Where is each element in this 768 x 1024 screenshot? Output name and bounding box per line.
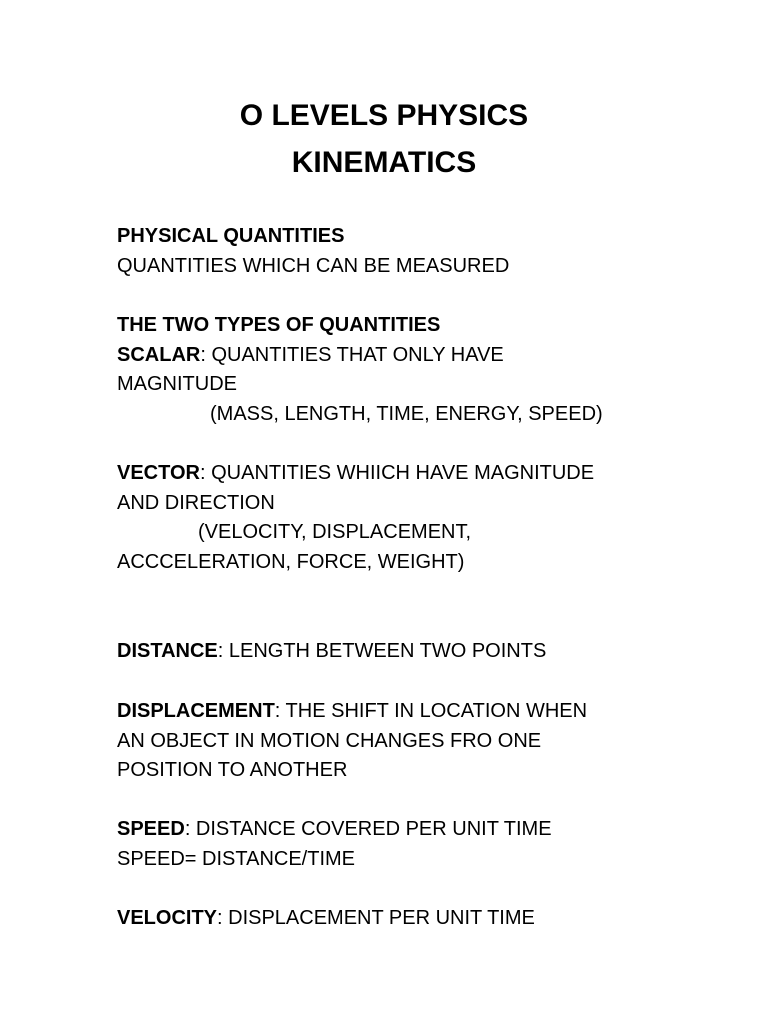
title-line-2: KINEMATICS (291, 146, 477, 179)
section-distance (117, 637, 677, 667)
vector-definition-line-1 (117, 459, 677, 489)
velocity-term: VELOCITY (117, 907, 218, 929)
section-displacement (117, 697, 677, 786)
distance-definition-text: : LENGTH BETWEEN TWO POINTS (217, 640, 547, 662)
velocity-definition-text: : DISPLACEMENT PER UNIT TIME (217, 907, 535, 929)
speed-formula: SPEED= DISTANCE/TIME (117, 847, 356, 870)
title-line-1: O LEVELS PHYSICS (239, 99, 529, 132)
vector-examples-line-2: ACCCELERATION, FORCE, WEIGHT) (117, 550, 465, 573)
speed-definition-text: : DISTANCE COVERED PER UNIT TIME (184, 818, 552, 840)
scalar-definition-text: : QUANTITIES THAT ONLY HAVE (200, 343, 504, 366)
displacement-definition-line-2: AN OBJECT IN MOTION CHANGES FRO ONE (117, 729, 542, 752)
distance-term: DISTANCE (117, 640, 218, 662)
displacement-definition-line-1 (117, 697, 677, 727)
scalar-examples: (MASS, LENGTH, TIME, ENERGY, SPEED) (210, 402, 603, 425)
displacement-definition-line-3: POSITION TO ANOTHER (117, 759, 348, 782)
speed-term: SPEED (117, 818, 185, 840)
scalar-definition-line-1 (117, 341, 677, 371)
vector-examples-line-1: (VELOCITY, DISPLACEMENT, (198, 521, 472, 544)
section-speed (117, 815, 677, 874)
physical-quantities-heading: PHYSICAL QUANTITIES (117, 225, 345, 247)
velocity-definition (117, 904, 677, 934)
vector-term: VECTOR (117, 462, 200, 484)
types-heading: THE TWO TYPES OF QUANTITIES (117, 314, 441, 336)
scalar-definition-line-2: MAGNITUDE (117, 373, 237, 396)
section-velocity (117, 904, 677, 934)
scalar-term: SCALAR (117, 343, 201, 366)
section-quantity-types (117, 311, 677, 429)
displacement-definition-text: : THE SHIFT IN LOCATION WHEN (274, 700, 588, 722)
speed-definition (117, 815, 677, 845)
displacement-term: DISPLACEMENT (117, 700, 275, 722)
section-physical-quantities (117, 222, 677, 281)
section-vector (117, 459, 677, 577)
distance-definition (117, 637, 677, 667)
vector-definition-text: : QUANTITIES WHIICH HAVE MAGNITUDE (199, 462, 595, 484)
vector-definition-line-2: AND DIRECTION (117, 491, 275, 514)
physical-quantities-definition: QUANTITIES WHICH CAN BE MEASURED (117, 254, 510, 277)
document-title (0, 92, 768, 186)
